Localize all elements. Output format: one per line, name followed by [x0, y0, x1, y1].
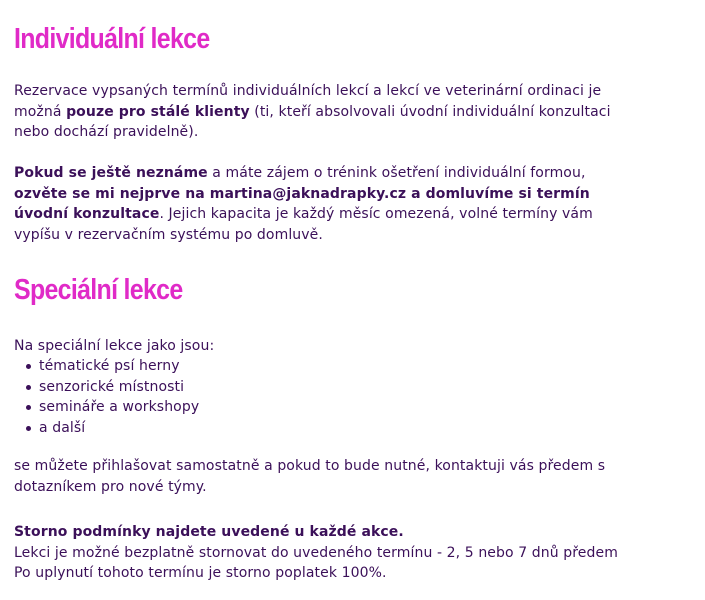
- special-lessons-list: [14, 356, 199, 438]
- paragraph-signup-info: se můžete přihlašovat samostatně a pokud to bude nutné, kontaktuji vás předem s dotazníkem pro nové týmy.: [14, 458, 606, 495]
- heading-special-lessons: Speciální lekce: [14, 274, 183, 306]
- list-item: senzorické místnosti: [25, 377, 199, 398]
- text: a máte zájem o trénink ošetření individuální formou,: [207, 165, 586, 181]
- text: Rezervace vypsaných termínů individuálních lekcí a lekcí ve veterinární ordinaci je možná: [14, 83, 602, 120]
- paragraph-reservation-info: [14, 81, 639, 143]
- text-bold-regular-clients: pouze pro stálé klienty: [66, 103, 250, 120]
- text: . Jejich kapacita je každý měsíc omezená, volné termíny vám vypíšu v rezervačním systému po domluvě.: [14, 206, 593, 243]
- list-item: tématické psí herny: [25, 356, 199, 377]
- section-individual-lessons: [14, 0, 654, 243]
- paragraph-new-clients: [14, 163, 639, 245]
- heading-individual-lessons: Individuální lekce: [14, 23, 210, 55]
- text-bold-contact-email: ozvěte se mi nejprve na martina@jaknadrapky.cz a domluvíme si termín úvodní konzultace: [14, 185, 590, 222]
- paragraph-special-intro: Na speciální lekce jako jsou:: [14, 338, 215, 354]
- text-bold-storno-title: Storno podmínky najdete uvedené u každé akce.: [14, 524, 404, 540]
- text-storno-line-1: Lekci je možné bezplatně stornovat do uvedeného termínu - 2, 5 nebo 7 dnů předem: [14, 544, 618, 561]
- list-item: semináře a workshopy: [25, 397, 199, 418]
- text-storno-line-2: Po uplynutí tohoto termínu je storno poplatek 100%.: [14, 565, 387, 581]
- paragraph-storno-conditions: [14, 522, 654, 584]
- text: (ti, kteří absolvovali úvodní individuální konzultaci nebo dochází pravidelně).: [14, 103, 611, 140]
- list-item: a další: [25, 418, 199, 439]
- text-bold-if-new: Pokud se ještě neznáme: [14, 165, 208, 181]
